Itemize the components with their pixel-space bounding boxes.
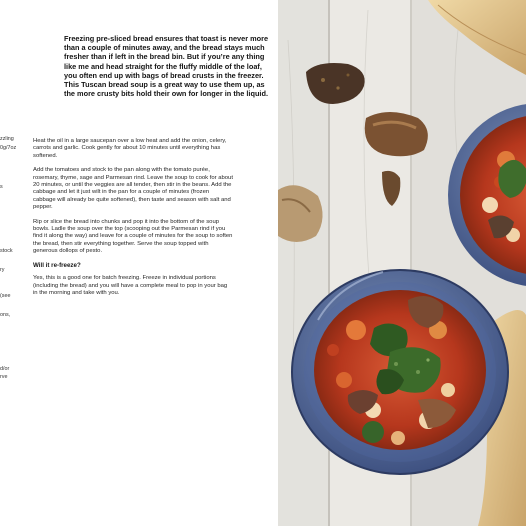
method-column [33, 138, 233, 304]
ingredient-fragment: (see [0, 293, 11, 299]
method-step-1: Heat the oil in a large saucepan over a low heat and add the onion, celery, carrots and garlic. Cook gently for about 10 minutes until everything has softened. [33, 138, 227, 159]
ingredient-fragment: stock [0, 248, 13, 254]
food-photo [278, 0, 526, 526]
ingredient-fragment: ons, [0, 312, 11, 318]
ingredient-fragment: d/or [0, 366, 10, 372]
ingredient-fragment: rve [0, 374, 8, 380]
ingredient-fragment: zzling [0, 136, 14, 142]
method-step-2: Add the tomatoes and stock to the pan along with the tomato purée, rosemary, thyme, sage and Parmesan rind. Leave the soup to cook for about 20 minutes, or until the veggies are all tender, then stir in the beans. Add the cabbage and let it just wilt in the pan for a couple of minutes (frozen cabbage will already be quite softened), then taste and season with salt and pepper. [33, 167, 233, 211]
intro-paragraph: Freezing pre-sliced bread ensures that toast is never more than a couple of minutes away, and the bread stays much fresher than if left in the bread bin. But if you’re any thing like me and head straight for the fluffy middle of the loaf, you often end up with bags of bread crusts in the freezer. This Tuscan bread soup is a great way to use them up, as the more crusty bits hold their own for longer in the liquid. [64, 34, 269, 99]
ingredient-fragment: 0g/7oz [0, 145, 17, 151]
freeze-heading: Will it re-freeze? [33, 261, 81, 269]
freeze-text: Yes, this is a good one for batch freezing. Freeze in individual portions (including the bread) and you will have a complete meal to pop in your bag in the morning and take with you. [33, 275, 228, 296]
method-step-3: Rip or slice the bread into chunks and pop it into the bottom of the soup bowls. Ladle the soup over the top (scooping out the Parmesan rind if you find it along the way) and leave for a couple of minutes for the soup to soften the bread, then stir everything together. Serve the soup topped with generous dollops of pesto. [33, 218, 233, 255]
ingredient-fragment: s [0, 184, 3, 190]
ingredient-fragment: ry [0, 267, 5, 273]
soup-bowls-photo [278, 0, 526, 526]
ingredients-column-cropped [0, 136, 26, 396]
